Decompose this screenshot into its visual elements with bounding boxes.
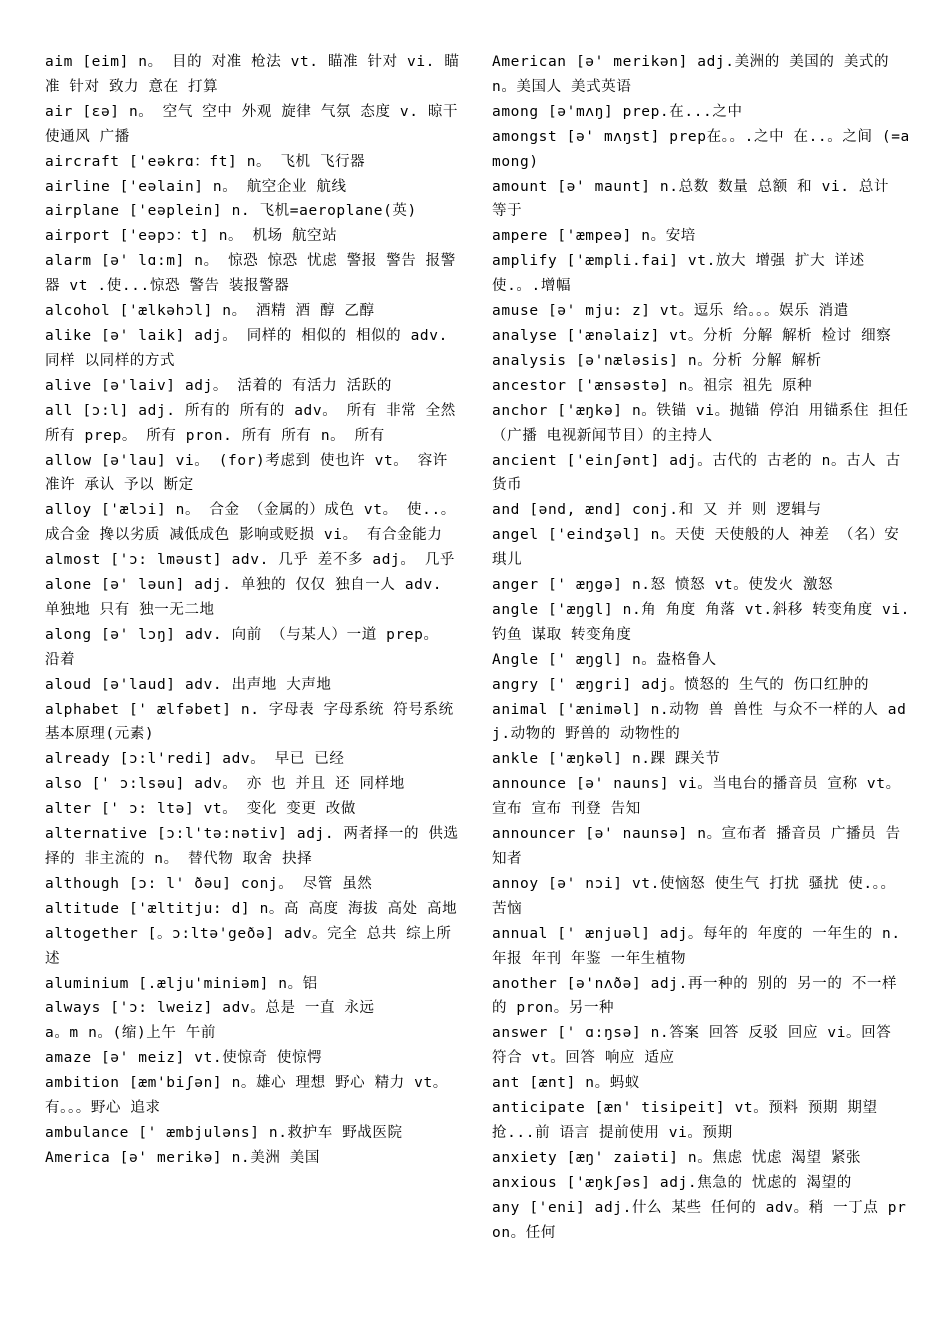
vocab-entry: allow [ə'lau] vi。 (for)考虑到 使也许 vt。 容许 准许 承认 予以 断定: [45, 452, 448, 494]
vocab-entry: alike [ə' laik] adj。 同样的 相似的 相似的 adv. 同样 以同样的方式: [45, 327, 448, 369]
vocab-entry: ant [ænt] n。蚂蚁: [492, 1075, 640, 1092]
vocab-entry: amongst [ə' mʌŋst] prep在。。.之中 在..。之间 (=among): [492, 128, 910, 170]
vocab-entry: ambition [æm'biʃən] n。雄心 理想 野心 精力 vt。有。。。野心 追求: [45, 1075, 448, 1117]
vocab-entry: analysis [ə'næləsis] n。分析 分解 解析: [492, 352, 822, 369]
vocab-entry: angel ['eindʒəl] n。天使 天使般的人 神差 （名）安琪儿: [492, 527, 900, 569]
vocab-entry: annoy [ə' nɔi] vt.使恼怒 使生气 打扰 骚扰 使.。。苦恼: [492, 875, 896, 917]
vocab-entry: although [ɔ: l' ðəu] conj。 尽管 虽然: [45, 875, 373, 892]
vocab-entry: ankle ['æŋkəl] n.踝 踝关节: [492, 751, 721, 768]
vocab-entry: analyse ['ænəlaiz] vt。分析 分解 解析 检讨 细察: [492, 327, 892, 344]
vocab-entry: annual [' ænjuəl] adj。每年的 年度的 一年生的 n.年报 年刊 年鉴 一年生植物: [492, 925, 901, 967]
vocab-entry: among [ə'mʌŋ] prep.在...之中: [492, 103, 743, 120]
vocab-entry: announcer [ə' naunsə] n。宣布者 播音员 广播员 告知者: [492, 826, 901, 867]
vocab-entry: anxious ['æŋkʃəs] adj.焦急的 忧虑的 渴望的: [492, 1174, 852, 1191]
vocab-entry: angry [' æŋgri] adj。愤怒的 生气的 伤口红肿的: [492, 676, 870, 693]
vocab-entry: already [ɔ:l'redi] adv。 早已 已经: [45, 751, 345, 768]
vocab-entry: alternative [ɔ:l'tə:nətiv] adj. 两者择一的 供选择的 非主流的 n。 替代物 取舍 抉择: [45, 826, 459, 867]
vocab-entry: American [ə' merikən] adj.美洲的 美国的 美式的 n。美国人 美式英语: [492, 54, 890, 95]
vocab-entry: ambulance [' æmbjuləns] n.救护车 野战医院: [45, 1124, 403, 1141]
vocab-entry: angle ['æŋgl] n.角 角度 角落 vt.斜移 转变角度 vi.钓鱼 谋取 转变角度: [492, 601, 911, 643]
vocab-entry: altitude ['æltitju: d] n。高 高度 海拔 高处 高地: [45, 900, 458, 917]
vocab-entry: airline ['eəlain] n。 航空企业 航线: [45, 178, 347, 195]
vocab-entry: alter [' ɔ: ltə] vt。 变化 变更 改做: [45, 801, 356, 818]
vocab-entry: anxiety [æŋ' zaiəti] n。焦虑 忧虑 渴望 紧张: [492, 1149, 862, 1166]
left-column: [45, 50, 460, 1171]
vocab-entry: aircraft ['eəkrɑ：ft] n。 飞机 飞行器: [45, 153, 366, 170]
vocab-entry: alloy ['ælɔi] n。 合金 （金属的）成色 vt。 使..。成合金 搀以劣质 减低成色 影响或贬损 vi。 有合金能力: [45, 502, 456, 544]
vocab-entry: a。m n。(缩)上午 午前: [45, 1025, 217, 1042]
vocab-entry: America [ə' merikə] n.美洲 美国: [45, 1149, 320, 1166]
vocab-entry: answer [' ɑ:ŋsə] n.答案 回答 反驳 回应 vi。回答 符合 vt。回答 响应 适应: [492, 1025, 892, 1067]
vocab-entry: always ['ɔ: lweiz] adv。总是 一直 永远: [45, 1000, 375, 1017]
vocab-entry: all [ɔ:l] adj. 所有的 所有的 adv。 所有 非常 全然 所有 prep。 所有 pron. 所有 所有 n。 所有: [45, 402, 456, 444]
vocab-entry: almost ['ɔ: lməust] adv. 几乎 差不多 adj。 几乎: [45, 552, 456, 569]
vocab-entry: amuse [ə' mju: z] vt。逗乐 给。。。娱乐 消遣: [492, 303, 849, 320]
vocab-entry: amaze [ə' meiz] vt.使惊奇 使惊愕: [45, 1050, 323, 1067]
vocab-entry: airplane ['eəplein] n. 飞机=aeroplane(英): [45, 203, 417, 220]
vocab-entry: announce [ə' nauns] vi。当电台的播音员 宣称 vt。宣布 宣布 刊登 告知: [492, 776, 901, 818]
vocab-entry: any ['eni] adj.什么 某些 任何的 adv。稍 一丁点 pron。任何: [492, 1199, 907, 1241]
vocab-entry: amount [ə' maunt] n.总数 数量 总额 和 vi. 总计 等于: [492, 178, 890, 220]
vocab-entry: altogether [。ɔ:ltə'geðə] adv。完全 总共 综上所述: [45, 925, 452, 967]
vocab-entry: Angle [' æŋgl] n。盎格鲁人: [492, 651, 717, 668]
vocab-entry: ampere ['æmpeə] n。安培: [492, 228, 696, 245]
vocab-entry: ancient ['einʃənt] adj。古代的 古老的 n。古人 古货币: [492, 452, 901, 494]
vocab-entry: alive [ə'laiv] adj。 活着的 有活力 活跃的: [45, 377, 392, 394]
vocab-entry: alcohol ['ælkəhɔl] n。 酒精 酒 醇 乙醇: [45, 303, 375, 320]
vocab-entry: amplify ['æmpli.fai] vt.放大 增强 扩大 详述 使.。.增幅: [492, 253, 865, 295]
vocab-entry: animal ['æniməl] n.动物 兽 兽性 与众不一样的人 adj.动物的 野兽的 动物性的: [492, 701, 907, 743]
vocab-entry: ancestor ['ænsəstə] n。祖宗 祖先 原种: [492, 377, 813, 394]
vocab-entry: alphabet [' ælfəbet] n. 字母表 字母系统 符号系统 基本原理(元素): [45, 701, 454, 743]
vocab-entry: air [εə] n。 空气 空中 外观 旋律 气氛 态度 v. 晾干 使通风 广播: [45, 103, 459, 145]
vocab-entry: anticipate [æn' tisipeit] vt。预料 预期 期望 抢...前 语言 提前使用 vi。预期: [492, 1100, 878, 1141]
vocab-entry: aluminium [.ælju'miniəm] n。铝: [45, 975, 318, 992]
vocab-entry: alone [ə' ləun] adj. 单独的 仅仅 独自一人 adv. 单独地 只有 独一无二地: [45, 577, 443, 618]
vocab-entry: and [ənd, ænd] conj.和 又 并 则 逻辑与: [492, 502, 822, 519]
vocab-entry: aloud [ə'laud] adv. 出声地 大声地: [45, 676, 332, 693]
vocab-entry: alarm [ə' lɑ:m] n。 惊恐 惊恐 忧虑 警报 警告 报警器 vt .使...惊恐 警告 装报警器: [45, 253, 456, 295]
vocab-entry: anchor ['æŋkə] n。铁锚 vi。抛锚 停泊 用锚系住 担任（广播 电视新闻节目）的主持人: [492, 402, 909, 444]
vocab-entry: also [' ɔ:lsəu] adv。 亦 也 并且 还 同样地: [45, 776, 405, 793]
vocab-entry: anger [' æŋgə] n.怒 愤怒 vt。使发火 激怒: [492, 577, 834, 594]
vocab-entry: along [ə' lɔŋ] adv. 向前 （与某人）一道 prep。 沿着: [45, 626, 439, 668]
vocab-entry: another [ə'nʌðə] adj.再一种的 别的 另一的 不一样的 pron。另一种: [492, 975, 898, 1017]
vocab-entry: airport ['eəpɔ：t] n。 机场 航空站: [45, 228, 338, 245]
right-column: [492, 50, 910, 1246]
vocab-entry: aim [eim] n。 目的 对准 枪法 vt. 瞄准 针对 vi. 瞄准 针对 致力 意在 打算: [45, 54, 460, 95]
